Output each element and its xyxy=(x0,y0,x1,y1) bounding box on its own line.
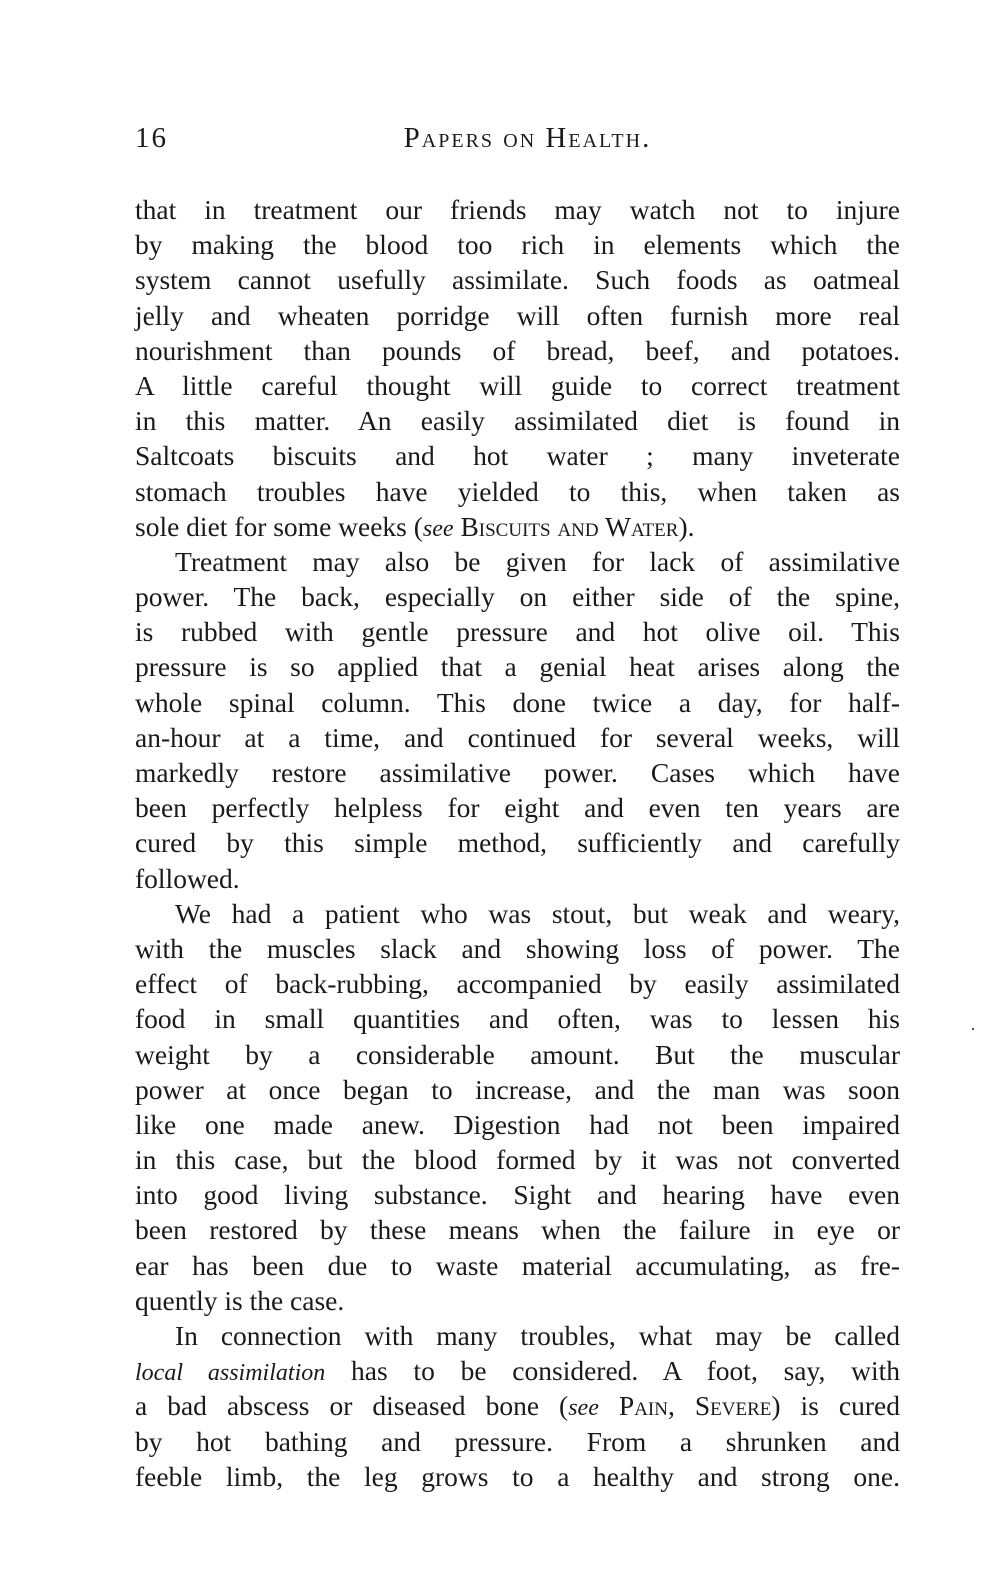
text-line xyxy=(135,825,900,860)
text-segment: weight by a considerable amount. But the muscular xyxy=(135,1038,900,1070)
text-segment: with the muscles slack and showing loss of power. The xyxy=(135,932,900,964)
text-segment: In connection with many troubles, what may be called xyxy=(175,1320,900,1351)
text-segment: markedly restore assimilative power. Cases which have xyxy=(135,757,900,788)
text-segment: Saltcoats biscuits and hot water ; many inveterate xyxy=(135,440,900,472)
text-line xyxy=(135,1248,900,1283)
text-segment: food in small quantities and often, was to lessen his xyxy=(135,1003,900,1035)
text-segment: power. The back, especially on either side of the spine, xyxy=(135,581,900,613)
text-segment: in this case, but the blood formed by it was not converted xyxy=(135,1144,900,1176)
text-segment: nourishment than pounds of bread, beef, and potatoes. xyxy=(135,334,900,366)
text-line xyxy=(135,1424,900,1459)
text-segment: by hot bathing and pressure. From a shrunken and xyxy=(135,1425,900,1457)
text-line xyxy=(135,755,900,790)
text-line xyxy=(135,614,900,649)
text-line xyxy=(135,1177,900,1212)
text-segment: in this matter. An easily assimilated diet is found in xyxy=(135,405,900,437)
text-segment: power at once began to increase, and the man was soon xyxy=(135,1073,900,1105)
text-segment: jelly and wheaten porridge will often furnish more real xyxy=(135,299,900,331)
paragraph xyxy=(135,544,900,896)
text-segment: that in treatment our friends may watch not to injure xyxy=(135,194,900,225)
text-line xyxy=(135,192,900,227)
text-line xyxy=(135,931,900,966)
text-segment: by making the blood too rich in elements which the xyxy=(135,229,900,261)
text-segment: an-hour at a time, and continued for several weeks, will xyxy=(135,721,900,753)
text-segment: is rubbed with gentle pressure and hot olive oil. This xyxy=(135,616,900,648)
text-segment: effect of back-rubbing, accompanied by easily assimilated xyxy=(135,968,900,1000)
body-text xyxy=(135,192,900,1494)
text-segment: Treatment may also be given for lack of assimilative xyxy=(175,545,900,577)
text-line xyxy=(135,579,900,614)
text-line xyxy=(135,1107,900,1142)
text-line xyxy=(135,509,900,544)
text-line xyxy=(135,262,900,297)
text-line xyxy=(135,1318,900,1353)
italic-text: see xyxy=(422,515,454,542)
running-title: Papers on Health. xyxy=(403,122,652,154)
text-segment: feeble limb, the leg grows to a healthy and strong one. xyxy=(135,1460,900,1492)
text-segment: like one made anew. Digestion had not been impaired xyxy=(135,1108,900,1140)
italic-text: local assimilation xyxy=(135,1360,326,1387)
text-segment: into good living substance. Sight and hearing have even xyxy=(135,1179,900,1211)
text-line xyxy=(135,1212,900,1247)
text-line xyxy=(135,790,900,825)
text-line xyxy=(135,1037,900,1072)
text-line xyxy=(135,1142,900,1177)
scan-speck xyxy=(972,1028,974,1030)
text-line xyxy=(135,544,900,579)
paragraph xyxy=(135,896,900,1318)
text-segment: stomach troubles have yielded to this, when taken as xyxy=(135,475,900,507)
text-line xyxy=(135,1283,900,1318)
text-segment: cured by this simple method, sufficiently and carefully xyxy=(135,827,900,859)
text-segment: whole spinal column. This done twice a day, for half- xyxy=(135,686,900,718)
text-segment: been perfectly helpless for eight and even ten years are xyxy=(135,792,900,824)
text-segment: a bad abscess or diseased bone ( xyxy=(135,1390,569,1422)
text-segment xyxy=(599,1390,619,1421)
text-segment: pressure is so applied that a genial heat arises along the xyxy=(135,651,900,683)
running-header xyxy=(135,122,900,162)
text-line xyxy=(135,861,900,896)
text-segment: has to be considered. A foot, say, with xyxy=(325,1355,900,1387)
italic-text: see xyxy=(568,1395,599,1422)
text-segment: A little careful thought will guide to correct treatment xyxy=(135,369,900,401)
text-segment: quently is the case. xyxy=(135,1284,345,1316)
text-line xyxy=(135,438,900,473)
text-line xyxy=(135,720,900,755)
text-line xyxy=(135,368,900,403)
text-line xyxy=(135,1459,900,1494)
text-line xyxy=(135,649,900,684)
text-line xyxy=(135,403,900,438)
text-segment: followed. xyxy=(135,862,240,894)
text-line xyxy=(135,1072,900,1107)
paragraph xyxy=(135,1318,900,1494)
text-segment: ). xyxy=(678,510,695,542)
text-line xyxy=(135,227,900,262)
text-segment: We had a patient who was stout, but weak and weary, xyxy=(175,897,900,929)
text-segment: ear has been due to waste material accumulating, as fre- xyxy=(135,1249,900,1281)
text-segment: ) is cured xyxy=(771,1390,900,1422)
text-segment: sole diet for some weeks ( xyxy=(135,510,423,542)
text-line xyxy=(135,1001,900,1036)
text-segment: system cannot usefully assimilate. Such foods as oatmeal xyxy=(135,264,900,296)
text-line xyxy=(135,298,900,333)
small-caps-text: Biscuits and Water xyxy=(460,510,679,542)
text-line xyxy=(135,1388,900,1423)
text-segment: been restored by these means when the failure in eye or xyxy=(135,1214,900,1246)
text-line xyxy=(135,685,900,720)
text-line xyxy=(135,966,900,1001)
text-line xyxy=(135,896,900,931)
text-line xyxy=(135,1353,900,1388)
small-caps-text: Pain, Severe xyxy=(618,1390,772,1422)
text-line xyxy=(135,333,900,368)
page-number: 16 xyxy=(135,122,168,154)
text-line xyxy=(135,474,900,509)
paragraph xyxy=(135,192,900,544)
